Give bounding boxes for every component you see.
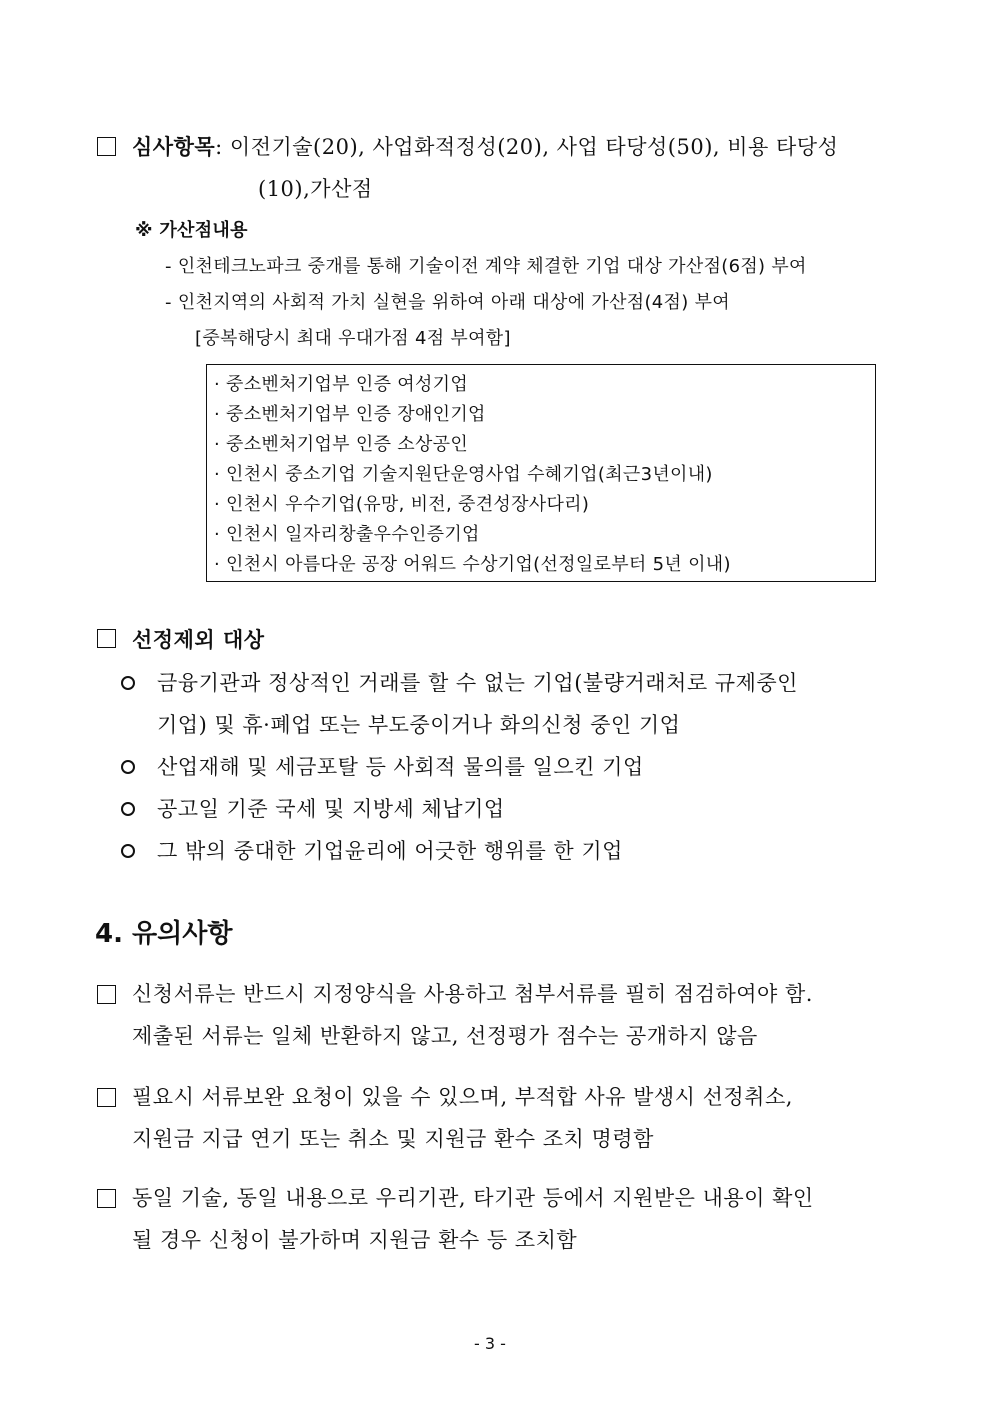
box-item: · 인천시 일자리창출우수인증기업	[214, 524, 480, 545]
circle-bullet-icon	[121, 676, 135, 690]
bonus-title: ※ 가산점내용	[135, 220, 248, 241]
box-item: · 중소벤처기업부 인증 장애인기업	[214, 404, 486, 425]
review-text-line-2: (10),가산점	[258, 177, 373, 201]
box-item: · 중소벤처기업부 인증 여성기업	[214, 374, 469, 395]
notice-item-cont: 될 경우 신청이 불가하며 지원금 환수 등 조치함	[132, 1228, 578, 1252]
circle-bullet-icon	[121, 844, 135, 858]
checkbox-square-icon	[97, 1189, 116, 1208]
box-item: · 인천시 중소기업 기술지원단운영사업 수혜기업(최근3년이내)	[214, 464, 713, 485]
notice-item: 동일 기술, 동일 내용으로 우리기관, 타기관 등에서 지원받은 내용이 확인	[132, 1186, 814, 1210]
box-item: · 중소벤처기업부 인증 소상공인	[214, 434, 469, 455]
notice-item: 필요시 서류보완 요청이 있을 수 있으며, 부적합 사유 발생시 선정취소,	[132, 1085, 793, 1109]
section-heading: 4. 유의사항	[95, 919, 233, 949]
bonus-note: [중복해당시 최대 우대가점 4점 부여함]	[195, 328, 511, 349]
exclusion-item-cont: 기업) 및 휴·폐업 또는 부도중이거나 화의신청 중인 기업	[157, 713, 681, 737]
review-line-1	[132, 131, 838, 161]
review-text-line-1: : 이전기술(20), 사업화적정성(20), 사업 타당성(50), 비용 타당성	[215, 135, 839, 159]
checkbox-square-icon	[97, 629, 116, 648]
checkbox-square-icon	[97, 985, 116, 1004]
notice-item-cont: 지원금 지급 연기 또는 취소 및 지원금 환수 조치 명령함	[132, 1127, 654, 1151]
exclusion-item: 그 밖의 중대한 기업윤리에 어긋한 행위를 한 기업	[157, 839, 623, 863]
circle-bullet-icon	[121, 760, 135, 774]
box-item: · 인천시 우수기업(유망, 비전, 중견성장사다리)	[214, 494, 590, 515]
notice-item-cont: 제출된 서류는 일체 반환하지 않고, 선정평가 점수는 공개하지 않음	[132, 1024, 758, 1048]
review-label: 심사항목	[132, 135, 216, 159]
exclusion-item: 공고일 기준 국세 및 지방세 체납기업	[157, 797, 505, 821]
notice-item: 신청서류는 반드시 지정양식을 사용하고 첨부서류를 필히 점검하여야 함.	[132, 982, 813, 1006]
exclusion-item: 금융기관과 정상적인 거래를 할 수 없는 기업(불량거래처로 규제중인	[157, 671, 798, 695]
bonus-item: - 인천테크노파크 중개를 통해 기술이전 계약 체결한 기업 대상 가산점(6점) 부여	[165, 256, 807, 277]
exclusion-item: 산업재해 및 세금포탈 등 사회적 물의를 일으킨 기업	[157, 755, 644, 779]
checkbox-square-icon	[97, 137, 116, 156]
checkbox-square-icon	[97, 1088, 116, 1107]
box-item: · 인천시 아름다운 공장 어워드 수상기업(선정일로부터 5년 이내)	[214, 554, 731, 575]
page-number: - 3 -	[474, 1334, 506, 1353]
circle-bullet-icon	[121, 802, 135, 816]
exclusion-title: 선정제외 대상	[132, 628, 265, 652]
bonus-item: - 인천지역의 사회적 가치 실현을 위하여 아래 대상에 가산점(4점) 부여	[165, 292, 730, 313]
